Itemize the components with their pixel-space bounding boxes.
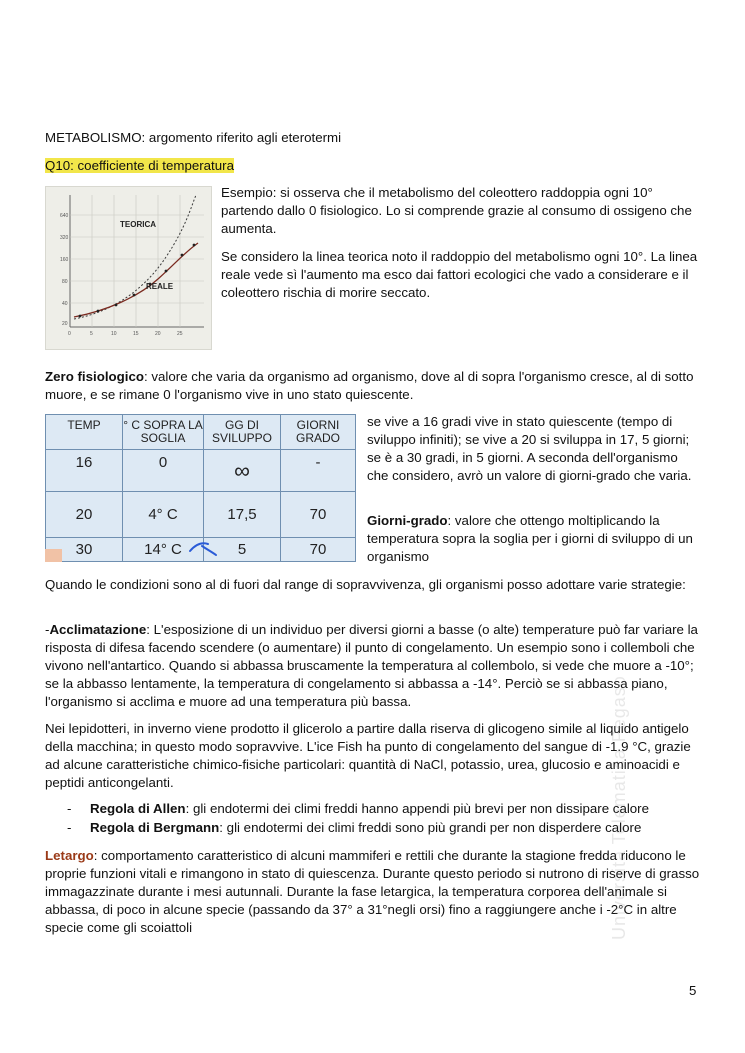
table-cell: 0 bbox=[123, 450, 204, 492]
table-cell: 14° C bbox=[123, 538, 204, 562]
table-header: ° C SOPRA LA SOGLIA bbox=[123, 415, 204, 450]
y-tick: 640 bbox=[60, 213, 69, 219]
x-tick: 20 bbox=[155, 331, 161, 337]
table-cell: - bbox=[281, 450, 356, 492]
table-cell: 17,5 bbox=[204, 492, 281, 538]
page-number: 5 bbox=[689, 983, 697, 998]
letargo-paragraph: Letargo: comportamento caratteristico di alcuni mammiferi e rettili che durante la stagione fredda riducono le proprie funzioni vitali e rimangono in stato di quiescenza. Durante questo periodo si nutrono di riserve di grasso immagazzinate durante i mesi autunnali. Durante la fase letargica, la temperatura corporea dell'animale si abbassa, di poco in alcune specie (passando da 37° a 31°negli orsi) fino a raggiungere anche i -2°C in altre specie come gli scoiattoli bbox=[45, 848, 700, 935]
acclimatazione-paragraph: -Acclimatazione: L'esposizione di un individuo per diversi giorni a basse (o alte) temperature può far variare la risposta di difesa facendo scendere (o aumentare) il punto di congelamento. Un esempio sono i collemboli che vivono nell'antartico. Quando si abbassa bruscamente la temperatura al collembolo, si vede che muore a -10°; se la abbasso lentamente, la temperatura di congelamento si abbassa a -14°. Perciò se si abbassa piano, l'organismo si acclima e muore ad una temperatura più bassa. bbox=[45, 622, 698, 709]
x-tick: 25 bbox=[177, 331, 183, 337]
label-reale: REALE bbox=[146, 282, 174, 291]
x-tick: 10 bbox=[111, 331, 117, 337]
y-tick: 320 bbox=[60, 235, 69, 241]
handwritten-check-mark bbox=[188, 538, 218, 558]
x-tick: 5 bbox=[90, 331, 93, 337]
y-tick: 80 bbox=[62, 279, 68, 285]
y-tick: 160 bbox=[60, 257, 69, 263]
table-cell: 4° C bbox=[123, 492, 204, 538]
table-side-text: se vive a 16 gradi vive in stato quiescente (tempo di sviluppo infiniti); se vive a 20 si sviluppa in 17, 5 giorni; se è a 30 gradi, in 5 giorni. A seconda dell'organismo che considero, avrò un valore di giorni-grado che varia. bbox=[367, 414, 692, 483]
y-tick: 40 bbox=[62, 301, 68, 307]
table-cell: 5 bbox=[204, 538, 281, 562]
label-teorica: TEORICA bbox=[120, 220, 156, 229]
watermark: Università Telematica Pegaso bbox=[609, 675, 629, 940]
table-cell: ∞ bbox=[204, 450, 281, 492]
zero-fisiologico-paragraph: Zero fisiologico: valore che varia da organismo ad organismo, dove al di sopra l'organismo cresce, al di sotto muore, e se rimane 0 l'organismo vive in uno stato quiescente. bbox=[45, 369, 694, 402]
table-header: TEMP bbox=[46, 415, 123, 450]
rules-list bbox=[45, 800, 700, 838]
heading: METABOLISMO: argomento riferito agli eterotermi bbox=[45, 130, 342, 145]
q10-title: Q10: coefficiente di temperatura bbox=[45, 158, 234, 173]
table-cell: 20 bbox=[46, 492, 123, 538]
table-cell: 70 bbox=[281, 538, 356, 562]
example-paragraph-2: Se considero la linea teorica noto il raddoppio del metabolismo ogni 10°. La linea reale vede sì l'aumento ma esco dai fattori ecologici che vado a considerare e il coleottero rischia di morire seccato. bbox=[221, 249, 698, 300]
x-tick: 15 bbox=[133, 331, 139, 337]
giorni-grado-paragraph: Giorni-grado: valore che ottengo moltiplicando la temperatura sopra la soglia per i giorni di sviluppo di un organismo bbox=[367, 513, 693, 564]
lepidotteri-paragraph: Nei lepidotteri, in inverno viene prodotto il glicerolo a partire dalla riserva di glicogeno simile al liquido antigelo della macchina; in questo modo sopravvive. L'ice Fish ha punto di congelamento del sangue di -1.9 °C, grazie ad alcune caratteristiche chimico-fisiche particolari: quantità di NaCl, potassio, urea, glucosio e aminoacidi e peptidi anticongelanti. bbox=[45, 721, 691, 790]
x-tick: 0 bbox=[68, 331, 71, 337]
table-header: GIORNI GRADO bbox=[281, 415, 356, 450]
table-cell: 30 bbox=[46, 538, 123, 562]
table-header: GG DI SVILUPPO bbox=[204, 415, 281, 450]
table-cell: 70 bbox=[281, 492, 356, 538]
pink-mark bbox=[45, 549, 62, 562]
example-paragraph-1: Esempio: si osserva che il metabolismo del coleottero raddoppia ogni 10° partendo dallo 0 fisiologico. Lo si comprende grazie al consumo di ossigeno che aumenta. bbox=[221, 185, 692, 236]
table-cell: 16 bbox=[46, 450, 123, 492]
y-tick: 20 bbox=[62, 321, 68, 327]
strategies-intro: Quando le condizioni sono al di fuori dal range di sopravvivenza, gli organismi posso adottare varie strategie: bbox=[45, 577, 686, 592]
metabolism-figure bbox=[45, 186, 212, 350]
list-item: - Regola di Allen: gli endotermi dei climi freddi hanno appendi più brevi per non dissipare calore bbox=[67, 801, 650, 816]
list-item: - Regola di Bergmann: gli endotermi dei climi freddi sono più grandi per non disperdere calore bbox=[67, 820, 642, 835]
